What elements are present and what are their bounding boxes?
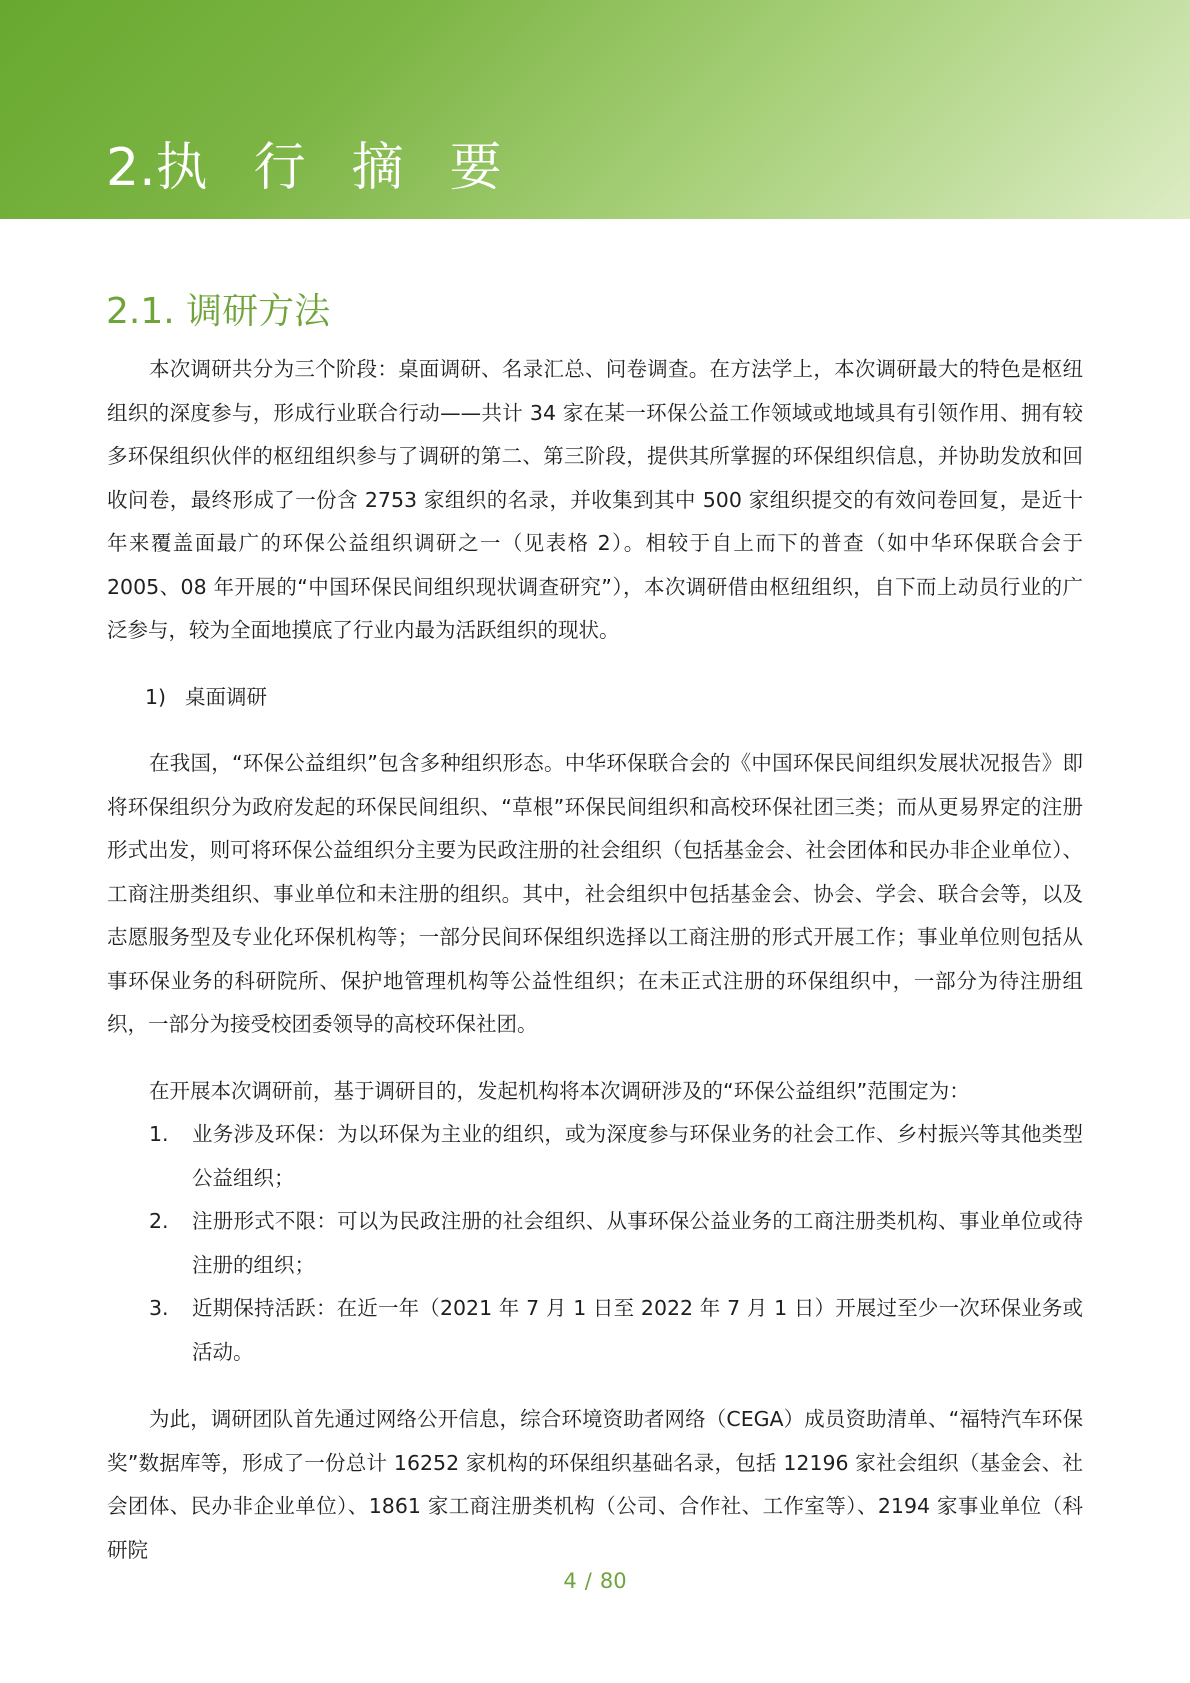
current-page: 4: [563, 1569, 577, 1593]
criteria-list: [107, 1113, 1083, 1374]
criteria-item: [107, 1200, 1083, 1287]
criteria-number: 1.: [149, 1122, 169, 1146]
page-number: [0, 1566, 1190, 1596]
chapter-number: 2.: [106, 138, 156, 198]
criteria-item: [107, 1287, 1083, 1374]
chapter-banner: [0, 0, 1190, 219]
sub-item-label: 桌面调研: [185, 684, 267, 709]
paragraph-research-phases: 本次调研共分为三个阶段：桌面调研、名录汇总、问卷调查。在方法学上，本次调研最大的特色是枢纽组织的深度参与，形成行业联合行动——共计 34 家在某一环保公益工作领域或地域具有引领作用、拥有较多环保组织伙伴的枢纽组织参与了调研的第二、第三阶段，提供其所掌握的环保组织信息，并协助发放和回收问卷，最终形成了一份含 2753 家组织的名录，并收集到其中 500 家组织提交的有效问卷回复，是近十年来覆盖面最广的环保公益组织调研之一（见表格 2）。相较于自上而下的普查（如中华环保联合会于 2005、08 年开展的“中国环保民间组织现状调查研究”），本次调研借由枢纽组织，自下而上动员行业的广泛参与，较为全面地摸底了行业内最为活跃组织的现状。: [107, 357, 1083, 642]
criteria-text: 业务涉及环保：为以环保为主业的组织，或为深度参与环保业务的社会工作、乡村振兴等其他类型公益组织；: [192, 1122, 1083, 1190]
paragraph-base-directory: 为此，调研团队首先通过网络公开信息，综合环境资助者网络（CEGA）成员资助清单、“福特汽车环保奖”数据库等，形成了一份总计 16252 家机构的环保组织基础名录，包括 12196 家社会组织（基金会、社会团体、民办非企业单位）、1861 家工商注册类机构（公司、合作社、工作室等）、2194 家事业单位（科研院: [107, 1407, 1083, 1562]
section-heading: 2.1. 调研方法: [106, 290, 331, 332]
criteria-number: 3.: [149, 1296, 169, 1320]
paragraph-scope-intro: 在开展本次调研前，基于调研目的，发起机构将本次调研涉及的“环保公益组织”范围定为：: [149, 1078, 970, 1103]
sub-item-desk-research: [145, 676, 1083, 720]
page-separator: /: [584, 1569, 592, 1593]
chapter-title-char: 要: [449, 138, 502, 198]
criteria-text: 近期保持活跃：在近一年（2021 年 7 月 1 日至 2022 年 7 月 1 日）开展过至少一次环保业务或活动。: [192, 1296, 1083, 1364]
sub-item-number: 1): [145, 684, 167, 709]
chapter-title-char: 行: [253, 138, 306, 198]
paragraph-org-types: 在我国，“环保公益组织”包含多种组织形态。中华环保联合会的《中国环保民间组织发展状况报告》即将环保组织分为政府发起的环保民间组织、“草根”环保民间组织和高校环保社团三类；而从更易界定的注册形式出发，则可将环保公益组织分主要为民政注册的社会组织（包括基金会、社会团体和民办非企业单位）、工商注册类组织、事业单位和未注册的组织。其中，社会组织中包括基金会、协会、学会、联合会等，以及志愿服务型及专业化环保机构等；一部分民间环保组织选择以工商注册的形式开展工作；事业单位则包括从事环保业务的科研院所、保护地管理机构等公益性组织；在未正式注册的环保组织中，一部分为待注册组织，一部分为接受校团委领导的高校环保社团。: [107, 751, 1083, 1036]
total-pages: 80: [599, 1569, 627, 1593]
criteria-item: [107, 1113, 1083, 1200]
chapter-title-char: 执: [155, 138, 208, 198]
criteria-text: 注册形式不限：可以为民政注册的社会组织、从事环保公益业务的工商注册类机构、事业单位或待注册的组织；: [192, 1209, 1083, 1277]
criteria-number: 2.: [149, 1209, 169, 1233]
chapter-title: [106, 132, 502, 204]
document-body: [107, 348, 1083, 1572]
chapter-title-char: 摘: [351, 138, 404, 198]
